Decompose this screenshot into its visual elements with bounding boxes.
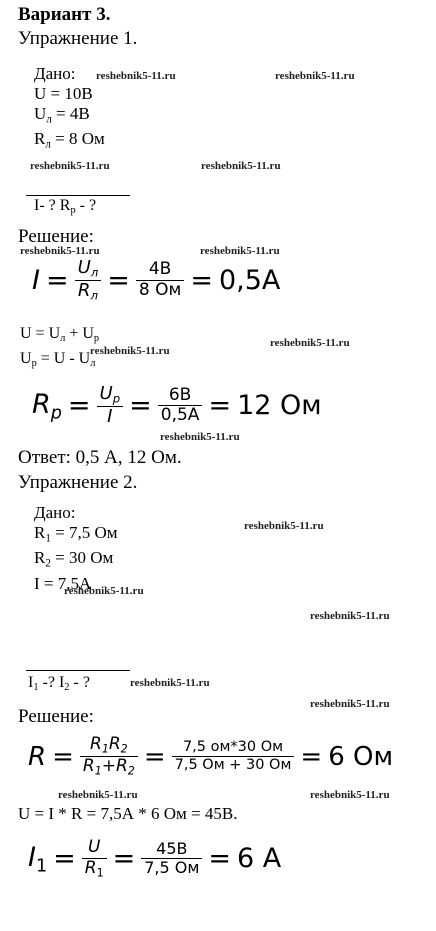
watermark: reshebnik5-11.ru — [310, 789, 390, 801]
watermark: reshebnik5-11.ru — [30, 160, 110, 172]
voltage-lines — [20, 324, 99, 374]
find-line-2: $I_1$ -? $I_2$ - ? — [28, 674, 90, 694]
page-heading: Вариант 3. — [18, 4, 111, 25]
fraction: $\frac{45В}{7,5 Ом}$ — [141, 840, 202, 878]
formula-current-1: $I_1$ = $\frac{U}{R_1}$ = $\frac{45В}{7,5 Ом}$ = 6 А — [28, 837, 282, 879]
find-line-1: I- ? $R_р$ - ? — [34, 197, 97, 217]
watermark: reshebnik5-11.ru — [201, 160, 281, 172]
fraction: $\frac{R_1R_2}{R_1+R_2}$ — [80, 735, 138, 778]
given-line: U = 10В — [34, 84, 93, 103]
answer-line: Ответ: 0,5 А, 12 Ом. — [18, 447, 182, 468]
watermark: reshebnik5-11.ru — [58, 789, 138, 801]
solution-title-1: Решение: — [18, 226, 94, 247]
watermark: reshebnik5-11.ru — [160, 431, 240, 443]
watermark: reshebnik5-11.ru — [270, 337, 350, 349]
fraction: $\frac{4В}{8 Ом}$ — [136, 260, 184, 300]
given-block-1 — [34, 64, 105, 155]
fraction: $\frac{U_p}{I}$ — [97, 384, 124, 428]
given-line: $R_1 = 7,5$ Ом — [34, 523, 118, 545]
voltage-calc-line: U = I * R = 7,5А * 6 Ом = 45В. — [18, 804, 238, 823]
watermark: reshebnik5-11.ru — [200, 245, 280, 257]
watermark: reshebnik5-11.ru — [310, 610, 390, 622]
exercise-2-title: Упражнение 2. — [18, 472, 138, 493]
watermark: reshebnik5-11.ru — [20, 245, 100, 257]
solution-title-2: Решение: — [18, 706, 94, 727]
watermark: reshebnik5-11.ru — [275, 70, 355, 82]
formula-resistance: $R_p$ = $\frac{U_p}{I}$ = $\frac{6В}{0,5А}$ = 12 Ом — [32, 383, 322, 427]
given-title: Дано: — [34, 503, 76, 522]
watermark: reshebnik5-11.ru — [90, 345, 170, 357]
given-line: I = 7,5А — [34, 573, 92, 593]
given-line: $U_л = 4В$ — [34, 104, 90, 126]
watermark: reshebnik5-11.ru — [96, 70, 176, 82]
given-block-2 — [34, 503, 118, 594]
formula-parallel-resistance: R = $\frac{R_1R_2}{R_1+R_2}$ = $\frac{7,5 ом*30 Ом}{7,5 Ом + 30 Ом}$ = 6 Ом — [28, 734, 394, 778]
given-line: $R_л = 8$ Ом — [34, 129, 105, 151]
given-title: Дано: — [34, 64, 76, 83]
watermark: reshebnik5-11.ru — [244, 520, 324, 532]
given-line: $R_2 = 30$ Ом — [34, 548, 114, 570]
given-divider — [26, 195, 130, 196]
exercise-1-title: Упражнение 1. — [18, 28, 138, 49]
formula-current: I = $\frac{U_л}{R_л}$ = $\frac{4В}{8 Ом}$ = 0,5А — [32, 257, 281, 303]
fraction: $\frac{6В}{0,5А}$ — [158, 386, 203, 426]
watermark: reshebnik5-11.ru — [130, 677, 210, 689]
given-divider — [26, 670, 130, 671]
watermark: reshebnik5-11.ru — [310, 698, 390, 710]
fraction: $\frac{U_л}{R_л}$ — [75, 258, 102, 303]
fraction: $\frac{7,5 ом*30 Ом}{7,5 Ом + 30 Ом}$ — [172, 739, 295, 773]
voltage-diff-line: $U_р = U - U_л$ — [20, 350, 96, 370]
watermark: reshebnik5-11.ru — [64, 585, 144, 597]
fraction: $\frac{U}{R_1}$ — [82, 838, 107, 880]
voltage-sum-line: $U = U_л + U_р$ — [20, 325, 100, 345]
